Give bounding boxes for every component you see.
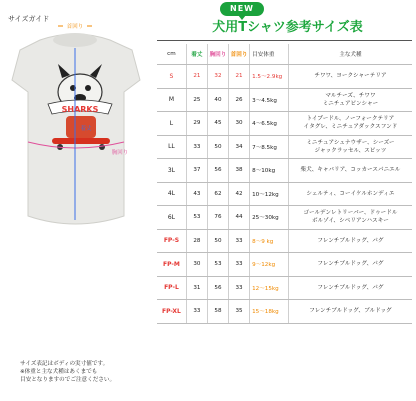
table-row <box>157 276 412 300</box>
weight-cell: 4〜6.5kg <box>250 112 289 136</box>
tshirt-illustration <box>0 20 150 260</box>
chest-cell: 45 <box>207 112 228 136</box>
size-table <box>157 44 412 324</box>
breed-line: フレンチブルドッグ、パグ <box>317 237 384 244</box>
size-guide-panel <box>0 0 150 401</box>
length-cell: 37 <box>186 159 207 183</box>
header-length: 着丈 <box>186 44 207 65</box>
neck-cell: 44 <box>229 206 250 230</box>
breeds-cell <box>288 88 412 112</box>
shirt-print-text: SHARKS <box>61 105 99 114</box>
new-badge: NEW <box>220 2 264 16</box>
table-row <box>157 88 412 112</box>
chest-cell: 56 <box>207 276 228 300</box>
neck-cell: 33 <box>229 229 250 253</box>
breed-line: 柴犬、キャバリア、コッカースパニエル <box>300 167 401 174</box>
neck-cell: 35 <box>229 300 250 324</box>
neck-cell: 26 <box>229 88 250 112</box>
weight-cell: 10〜12kg <box>250 182 289 206</box>
size-guide-title: サイズガイド <box>8 15 50 23</box>
note-line: サイズ表記はボディの実寸値です。 <box>20 361 109 367</box>
breed-line: ミニチュアシュナウザー、シーズー <box>306 139 395 146</box>
note-line: ※体重と主な犬種はあくまでも <box>20 369 98 375</box>
weight-cell: 25〜30kg <box>250 206 289 230</box>
neck-cell: 33 <box>229 253 250 277</box>
neck-cell: 21 <box>229 65 250 89</box>
weight-cell: 15〜18kg <box>250 300 289 324</box>
length-cell: 33 <box>186 135 207 159</box>
breeds-cell <box>288 206 412 230</box>
breeds-cell <box>288 276 412 300</box>
breed-line: フレンチブルドッグ、ブルドッグ <box>309 308 392 315</box>
neck-cell: 38 <box>229 159 250 183</box>
header-neck: 首回り <box>229 44 250 65</box>
neck-cell: 33 <box>229 276 250 300</box>
weight-cell: 1.5〜2.9kg <box>250 65 289 89</box>
header-cm: cm <box>157 44 186 65</box>
table-row <box>157 300 412 324</box>
breeds-cell <box>288 229 412 253</box>
header-chest: 胸回り <box>207 44 228 65</box>
table-row <box>157 229 412 253</box>
header-breeds: 主な犬種 <box>288 44 412 65</box>
chest-cell: 50 <box>207 135 228 159</box>
title-divider <box>157 40 412 41</box>
page-title: 犬用Tシャツ参考サイズ表 <box>212 20 363 35</box>
chest-cell: 32 <box>207 65 228 89</box>
breed-line: イタグレ、ミニチュアダックスフンド <box>303 124 398 131</box>
table-row <box>157 206 412 230</box>
size-cell: LL <box>157 135 186 159</box>
breed-line: チワワ、ヨークシャーテリア <box>314 73 387 80</box>
size-cell: FP-M <box>157 253 186 277</box>
breeds-cell <box>288 159 412 183</box>
breed-line: フレンチブルドッグ、パグ <box>317 261 384 268</box>
length-cell: 21 <box>186 65 207 89</box>
size-cell: 6L <box>157 206 186 230</box>
length-cell: 31 <box>186 276 207 300</box>
breed-line: ゴールデンレトリーバー、ドゥードル <box>303 210 398 217</box>
size-cell: 4L <box>157 182 186 206</box>
size-note <box>20 360 150 384</box>
size-cell: FP-XL <box>157 300 186 324</box>
length-cell: 28 <box>186 229 207 253</box>
size-cell: 3L <box>157 159 186 183</box>
note-line: 目安となりますのでご注意ください。 <box>20 377 116 383</box>
breeds-cell <box>288 300 412 324</box>
chest-label: 胸回り <box>111 150 129 156</box>
size-cell: L <box>157 112 186 136</box>
length-cell: 53 <box>186 206 207 230</box>
size-cell: FP-S <box>157 229 186 253</box>
breeds-cell <box>288 182 412 206</box>
breeds-cell <box>288 112 412 136</box>
breed-line: ボルゾイ、シベリアンハスキー <box>311 218 389 225</box>
size-cell: S <box>157 65 186 89</box>
chest-cell: 40 <box>207 88 228 112</box>
table-row <box>157 253 412 277</box>
table-header-row <box>157 44 412 65</box>
length-cell: 30 <box>186 253 207 277</box>
weight-cell: 8〜10kg <box>250 159 289 183</box>
neck-label: 首回り <box>66 24 84 30</box>
neck-cell: 30 <box>229 112 250 136</box>
length-label: 着丈 <box>80 126 92 132</box>
length-cell: 33 <box>186 300 207 324</box>
weight-cell: 12〜15kg <box>250 276 289 300</box>
chest-cell: 58 <box>207 300 228 324</box>
breed-line: シェルティ、コーイケルホンディエ <box>306 190 395 197</box>
chest-cell: 50 <box>207 229 228 253</box>
chest-cell: 76 <box>207 206 228 230</box>
table-row <box>157 182 412 206</box>
weight-cell: 7〜8.5kg <box>250 135 289 159</box>
weight-cell: 8〜9 kg <box>250 229 289 253</box>
table-row <box>157 112 412 136</box>
table-row <box>157 135 412 159</box>
table-row <box>157 65 412 89</box>
breed-line: マルチーズ、チワワ <box>325 92 376 99</box>
breeds-cell <box>288 135 412 159</box>
weight-cell: 9〜12kg <box>250 253 289 277</box>
breeds-cell <box>288 65 412 89</box>
header-weight: 目安体重 <box>250 44 289 65</box>
breed-line: ミニチュアピンシャー <box>322 100 379 107</box>
size-cell: M <box>157 88 186 112</box>
neck-cell: 42 <box>229 182 250 206</box>
breeds-cell <box>288 253 412 277</box>
table-row <box>157 159 412 183</box>
length-cell: 29 <box>186 112 207 136</box>
size-cell: FP-L <box>157 276 186 300</box>
chest-cell: 53 <box>207 253 228 277</box>
length-cell: 25 <box>186 88 207 112</box>
chest-cell: 56 <box>207 159 228 183</box>
breed-line: ジャックラッセル、スピッツ <box>314 147 387 154</box>
length-cell: 43 <box>186 182 207 206</box>
neck-cell: 34 <box>229 135 250 159</box>
weight-cell: 3〜4.5kg <box>250 88 289 112</box>
breed-line: トイプードル、ノーフォークテリア <box>306 116 395 123</box>
chest-cell: 62 <box>207 182 228 206</box>
breed-line: フレンチブルドッグ、パグ <box>317 284 384 291</box>
